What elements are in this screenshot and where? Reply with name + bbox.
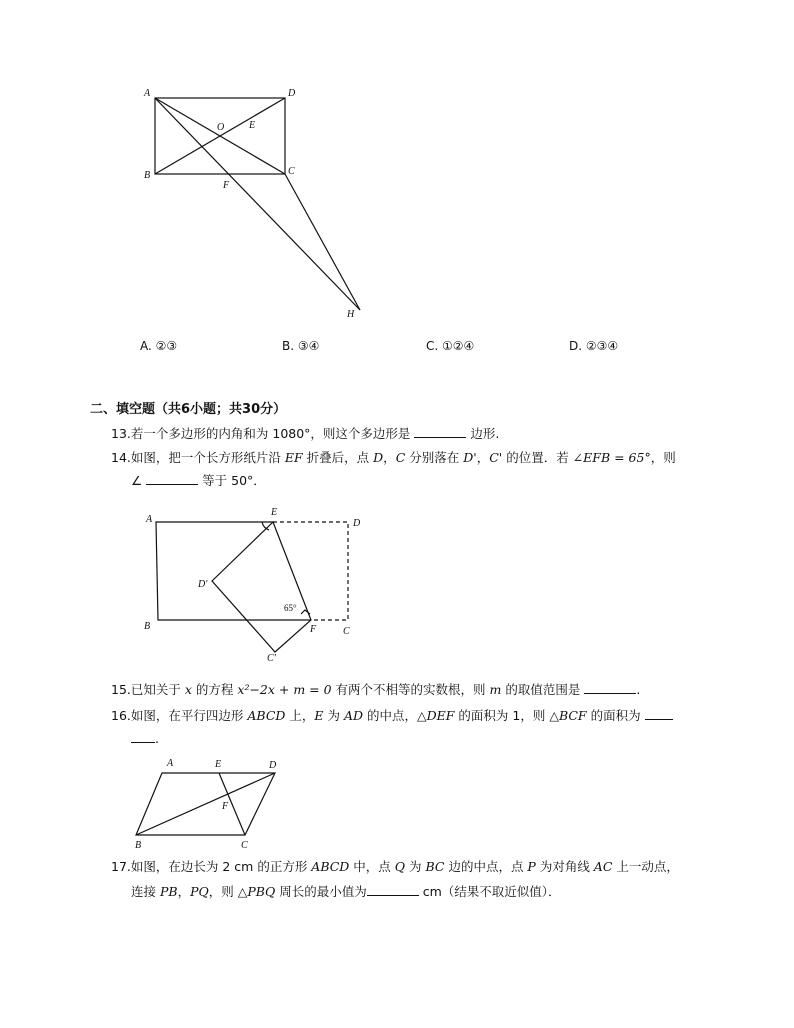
answer-blank-continued[interactable] [131, 730, 155, 743]
label-f: F [222, 801, 229, 812]
label-a: A [144, 88, 151, 99]
label-e: E [271, 507, 278, 518]
question-15: 15.已知关于 x 的方程 x²−2x + m = 0 有两个不相等的实数根，则 m 的取值范围是 . [111, 682, 641, 697]
label-a: A [167, 758, 174, 769]
label-d: D [353, 518, 361, 529]
section-title: 二、填空题（共6小题；共30分） [90, 402, 287, 417]
label-o: O [217, 122, 225, 133]
label-h: H [347, 309, 355, 320]
answer-blank[interactable] [584, 681, 636, 694]
figure-rectangle-abcd-h [130, 82, 380, 327]
question-number: 16. [111, 708, 131, 723]
figure-parallelogram [125, 752, 290, 852]
label-d: D [288, 88, 296, 99]
label-c: C [241, 840, 248, 851]
question-17: 17.如图，在边长为 2 cm 的正方形 ABCD 中，点 Q 为 BC 边的中点，点 P 为对角线 AC 上一动点， [111, 859, 679, 874]
question-number: 15. [111, 682, 131, 697]
label-c: C [343, 626, 350, 637]
label-b: B [144, 170, 151, 181]
question-17-line-2: 连接 PB，PQ，则 △PBQ 周长的最小值为 cm（结果不取近似值）． [131, 884, 561, 899]
label-f: F [223, 180, 230, 191]
answer-blank[interactable] [367, 883, 419, 896]
option-a[interactable]: A. ②③ [140, 339, 178, 353]
angle-arc-e [262, 522, 269, 530]
folded-flap [212, 522, 311, 652]
label-f: F [310, 624, 317, 635]
line-ah [155, 98, 360, 310]
answer-blank[interactable] [645, 707, 673, 720]
label-e: E [249, 120, 256, 131]
label-c: C [288, 166, 295, 177]
question-number: 14. [111, 450, 131, 465]
option-b[interactable]: B. ③④ [282, 339, 320, 353]
question-number: 13. [111, 426, 131, 441]
angle-label-65: 65° [284, 603, 297, 613]
label-a: A [146, 514, 153, 525]
label-e: E [215, 759, 222, 770]
label-b: B [135, 840, 142, 851]
diagonal-bd [136, 773, 275, 835]
label-d-prime: D' [198, 579, 208, 590]
question-16: 16.如图，在平行四边形 ABCD 上，E 为 AD 的中点，△DEF 的面积为 1，则 △BCF 的面积为 [111, 707, 673, 724]
label-b: B [144, 621, 151, 632]
label-c-prime: C' [267, 653, 276, 664]
answer-blank[interactable] [414, 425, 466, 438]
right-angle-mark [301, 610, 310, 614]
question-14: 14.如图，把一个长方形纸片沿 EF 折叠后，点 D，C 分别落在 D'，C' 的位置．若 ∠EFB = 65°，则 [111, 450, 676, 465]
answer-blank[interactable] [146, 472, 198, 485]
option-c[interactable]: C. ①②④ [426, 339, 475, 353]
option-d[interactable]: D. ②③④ [569, 339, 619, 353]
line-ch [285, 174, 360, 310]
question-13: 13.若一个多边形的内角和为 1080°，则这个多边形是 边形. [111, 426, 500, 441]
label-d: D [269, 760, 277, 771]
answer-options [0, 339, 794, 355]
question-number: 17. [111, 859, 131, 874]
question-14-line-2: ∠ 等于 50°． [131, 473, 266, 488]
question-16-line-2: . [131, 730, 159, 747]
figure-fold-rectangle [140, 500, 375, 668]
rect-left-part [156, 522, 273, 620]
